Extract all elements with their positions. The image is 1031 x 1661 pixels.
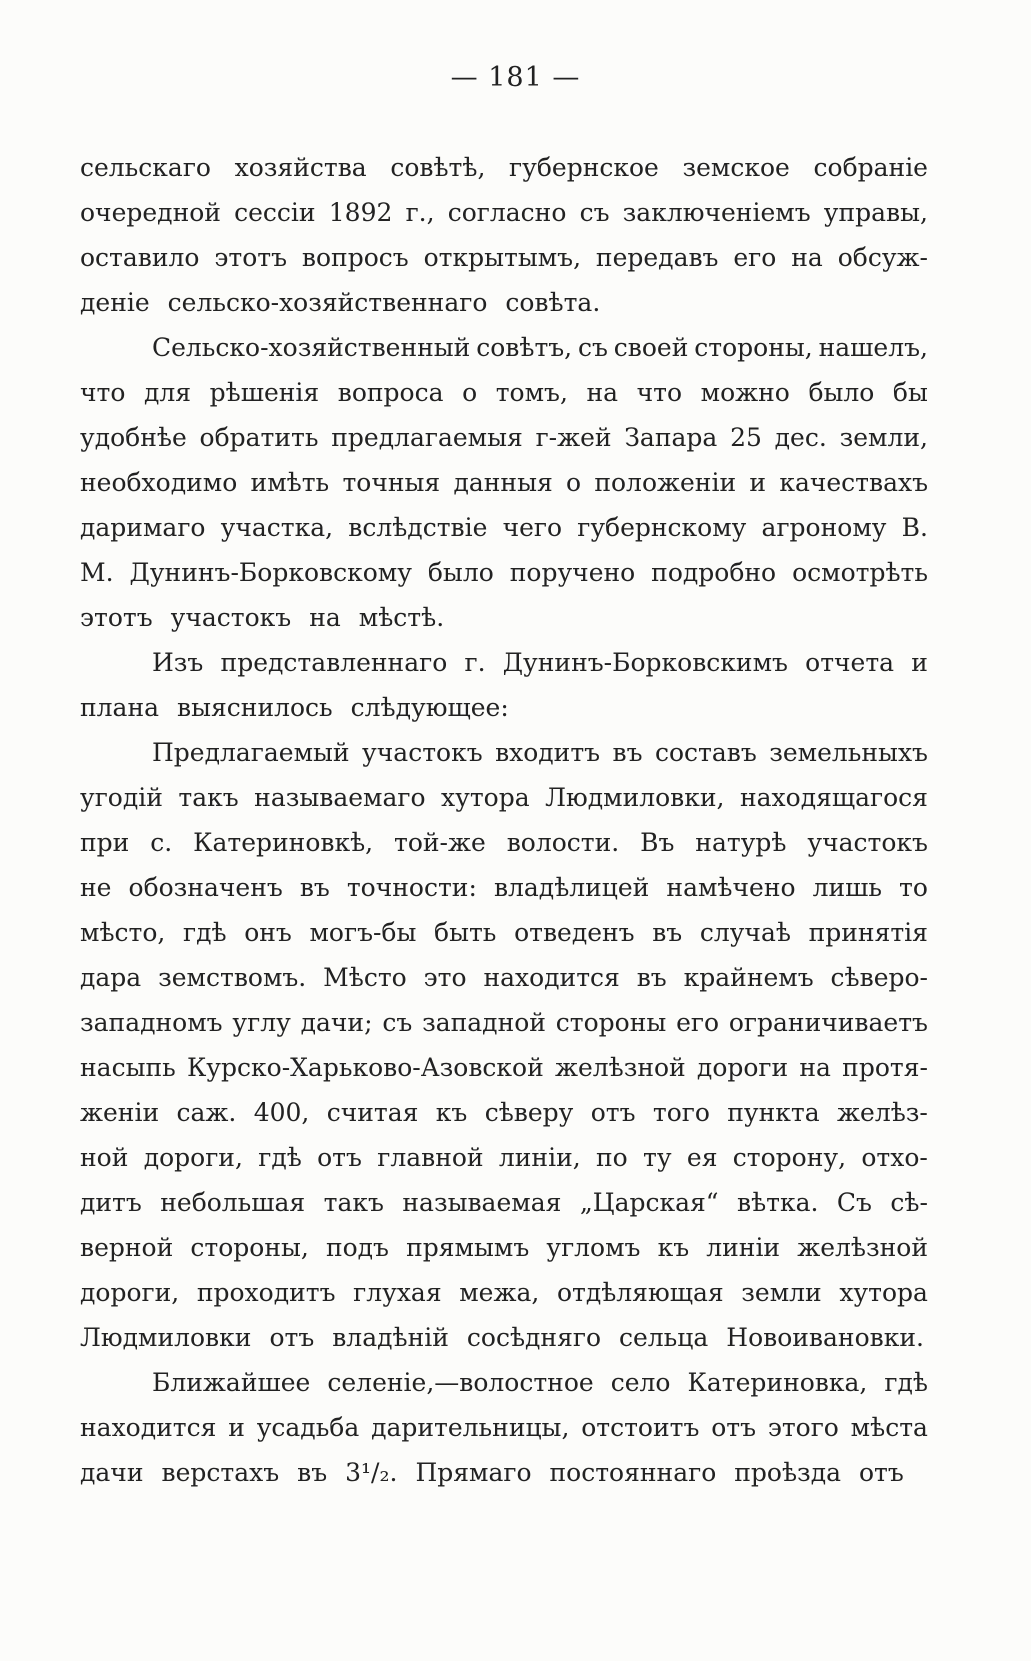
text-line: Изъ представленнаго г. Дунинъ-Борковскимъ отчета и [152,648,928,677]
page-number: — 181 — [450,62,581,93]
text-line: западномъ углу дачи; съ западной стороны его ограничиваетъ [80,1008,928,1037]
text-line: оставило этотъ вопросъ открытымъ, передавъ его на обсуж- [80,243,928,272]
text-line: необходимо имѣть точныя данныя о положеніи и качествахъ [80,468,928,497]
text-line: дачи верстахъ въ 3¹/₂. Прямаго постояннаго проѣзда отъ [80,1458,904,1487]
text-line: даримаго участка, вслѣдствіе чего губернскому агроному В. [80,513,928,542]
text-line: деніе сельско-хозяйственнаго совѣта. [80,288,601,317]
text-line: насыпь Курско-Харьково-Азовской желѣзной дороги на протя- [80,1053,928,1082]
text-line: плана выяснилось слѣдующее: [80,693,509,722]
text-line: мѣсто, гдѣ онъ могъ-бы быть отведенъ въ случаѣ принятія [80,918,928,947]
paragraph [80,730,928,1360]
text-line: М. Дунинъ-Борковскому было поручено подробно осмотрѣть [80,558,928,587]
text-line: что для рѣшенія вопроса о томъ, на что можно было бы [80,378,928,407]
text-line: при с. Катериновкѣ, той-же волости. Въ натурѣ участокъ [80,828,928,857]
text-line: дороги, проходитъ глухая межа, отдѣляющая земли хутора [80,1278,928,1307]
body-text [80,145,928,1495]
text-line: очередной сессіи 1892 г., согласно съ заключеніемъ управы, [80,198,928,227]
paragraph [80,325,928,640]
text-line: удобнѣе обратить предлагаемыя г-жей Запара 25 дес. земли, [80,423,928,452]
text-line: не обозначенъ въ точности: владѣлицей намѣчено лишь то [80,873,928,902]
text-line: находится и усадьба дарительницы, отстоитъ отъ этого мѣста [80,1413,928,1442]
text-line: этотъ участокъ на мѣстѣ. [80,603,445,632]
text-line: дитъ небольшая такъ называемая „Царская“ вѣтка. Съ сѣ- [80,1188,928,1217]
text-line: Сельско-хозяйственный совѣтъ, съ своей стороны, нашелъ, [152,333,928,362]
text-line: Ближайшее селеніе,—волостное село Катериновка, гдѣ [152,1368,928,1397]
paragraph [80,640,928,730]
paragraph [80,145,928,325]
text-line: верной стороны, подъ прямымъ угломъ къ линіи желѣзной [80,1233,928,1262]
text-line: дара земствомъ. Мѣсто это находится въ крайнемъ сѣверо- [80,963,928,992]
paragraph [80,1360,928,1495]
text-line: угодій такъ называемаго хутора Людмиловки, находящагося [80,783,928,812]
text-line: сельскаго хозяйства совѣтѣ, губернское земское собраніе [80,153,928,182]
text-line: Людмиловки отъ владѣній сосѣдняго сельца Новоивановки. [80,1323,924,1352]
text-line: ной дороги, гдѣ отъ главной линіи, по ту ея сторону, отхо- [80,1143,928,1172]
text-line: женіи саж. 400, считая къ сѣверу отъ того пункта желѣз- [80,1098,928,1127]
text-line: Предлагаемый участокъ входитъ въ составъ земельныхъ [152,738,928,767]
